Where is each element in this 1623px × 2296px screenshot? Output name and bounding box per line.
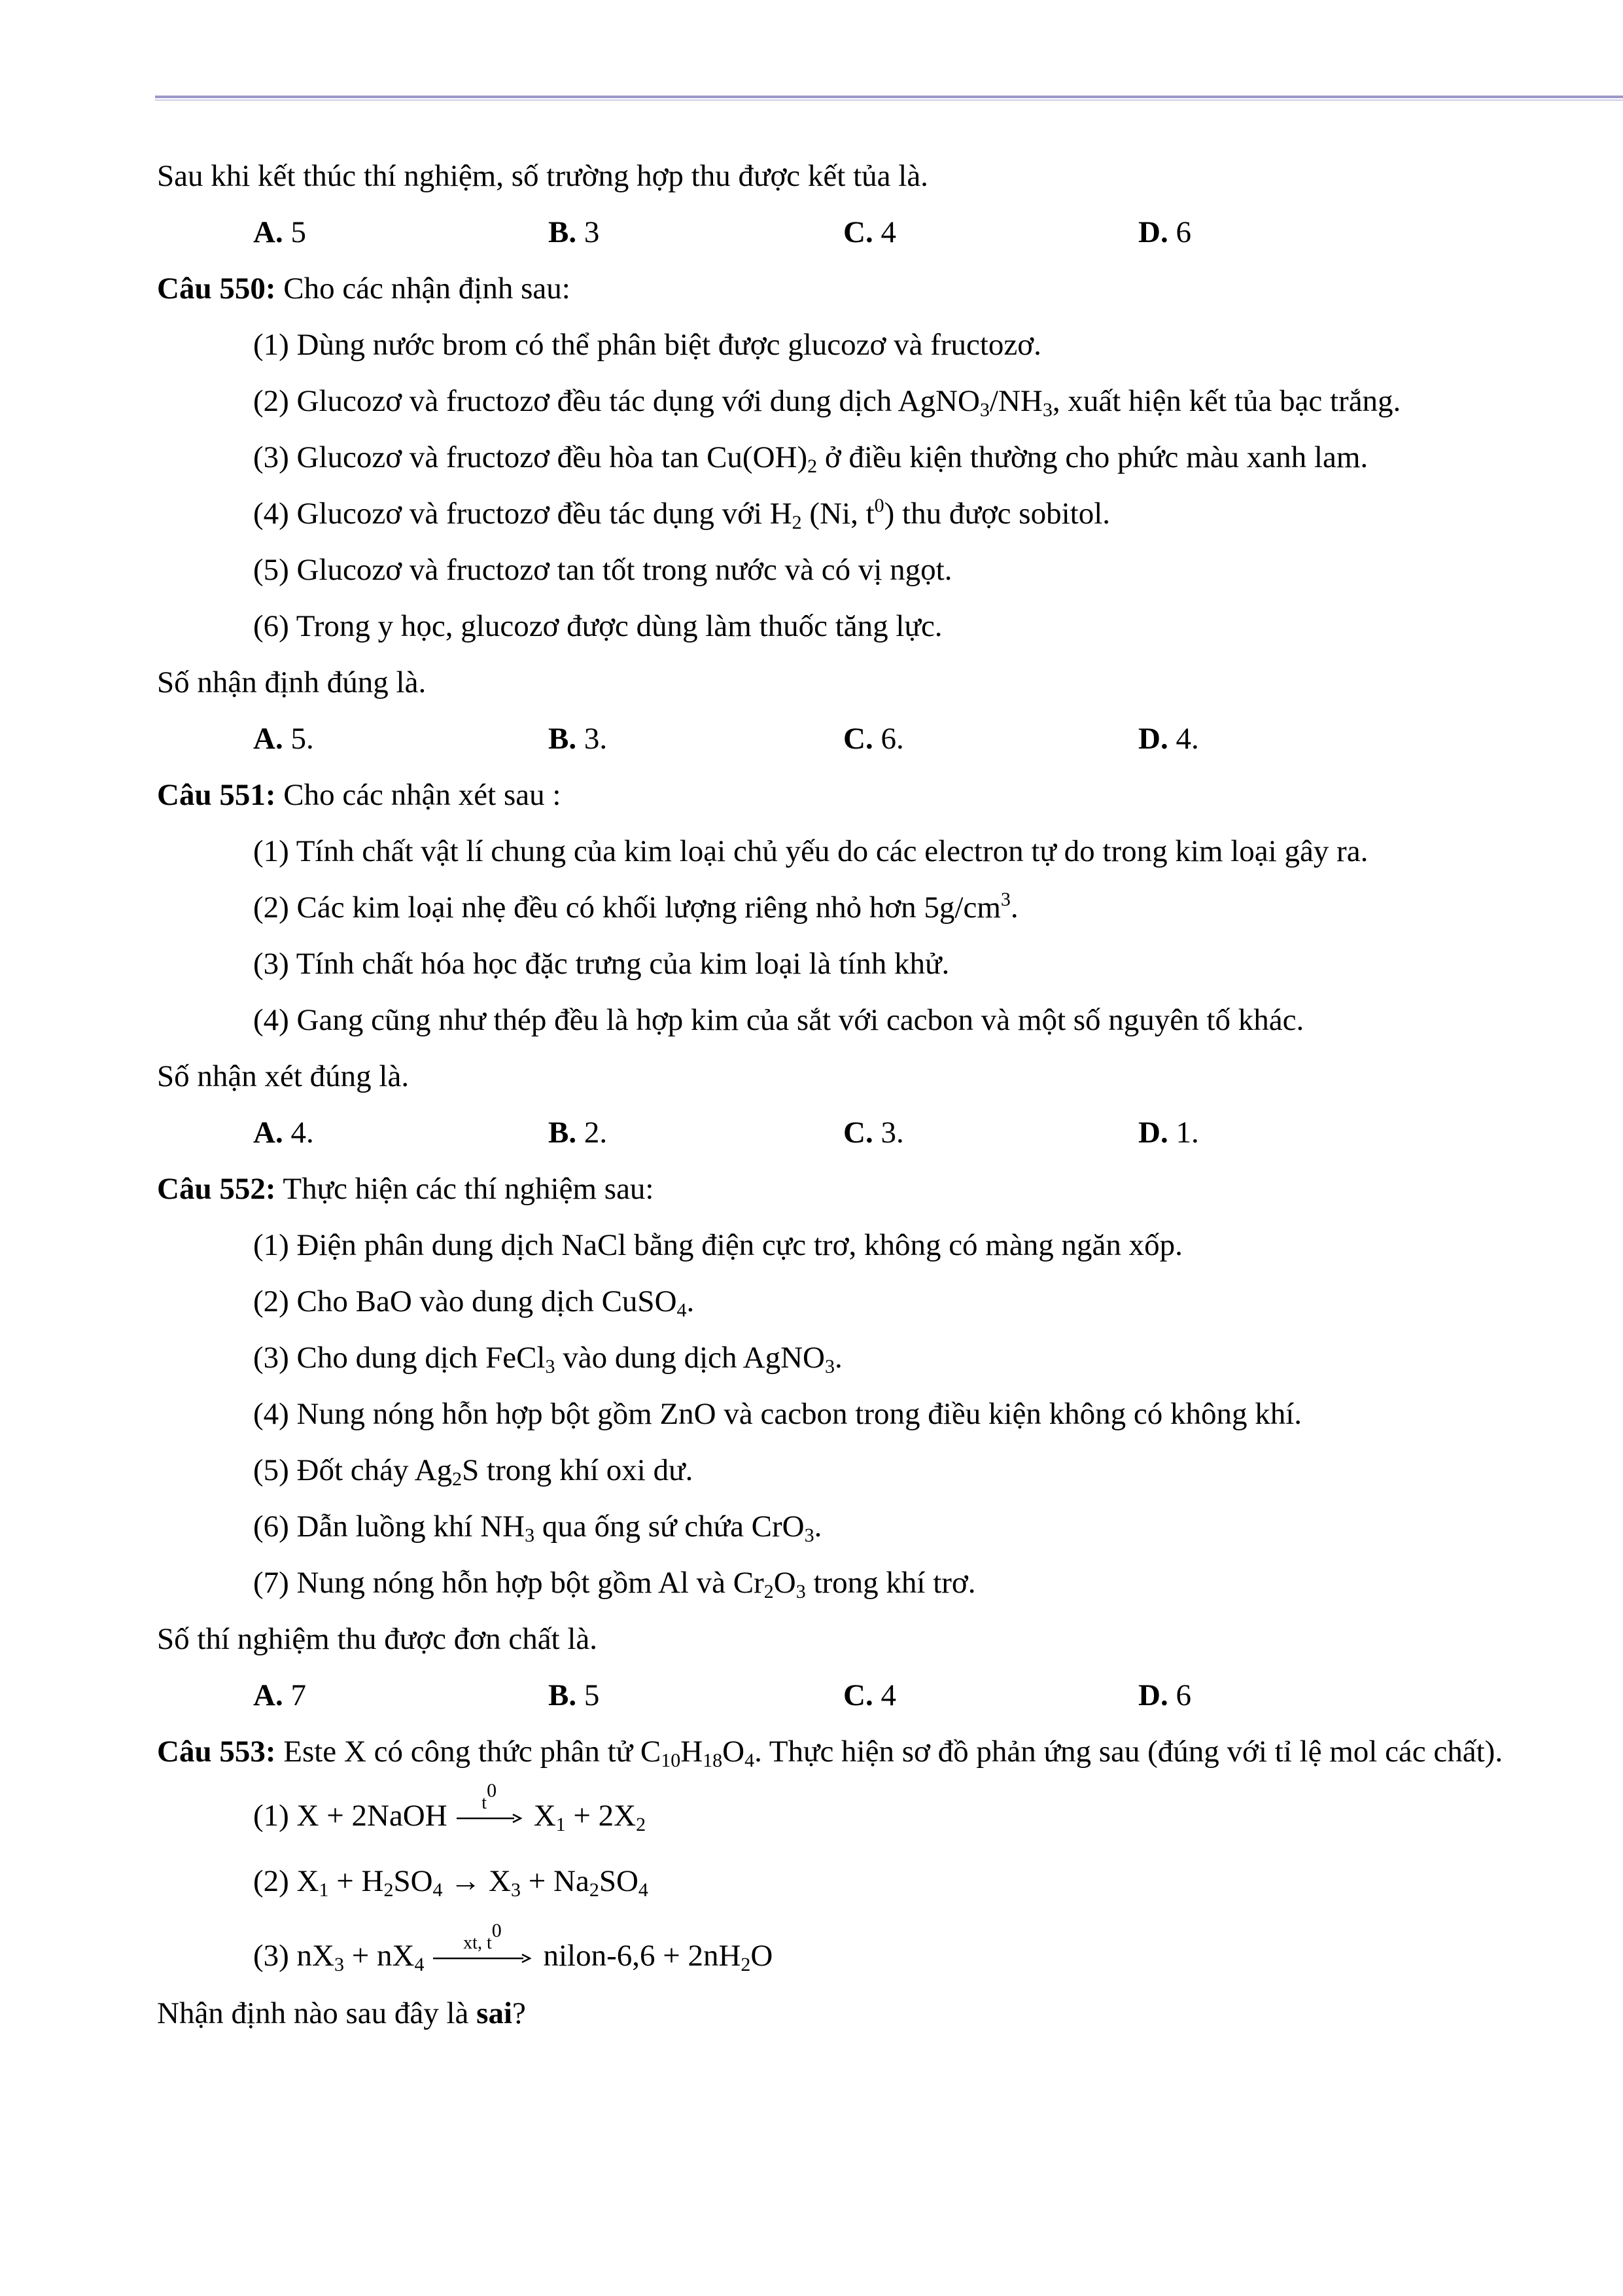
option-d: D. 6 [1138,215,1191,249]
question-550-stem: Câu 550: Cho các nhận định sau: [157,272,570,306]
option-d: D. 4. [1138,722,1199,756]
reaction-equation-2: (2) $X_1 + H_2SO_4 \to X_3 + Na_2SO_4$ [253,1864,648,1901]
intro-line: Sau khi kết thúc thí nghiệm, số trường hợp thu được kết tủa là. [157,159,928,193]
question-label: Câu 552: [157,1172,276,1206]
question-553-stem: Câu 553: Este X có công thức phân tử $C_{10}H_{18}O_4$. Thực hiện sơ đồ phản ứng sau (đúng với tỉ lệ mol các chất). [157,1735,1503,1771]
option-d: D. 6 [1138,1678,1191,1712]
header-rule-shadow [155,99,1623,101]
statement: (2) Các kim loại nhẹ đều có khối lượng riêng nhỏ hơn $5g/cm^3$. [253,889,1019,925]
statement: (6) Dẫn luồng khí $NH_3$ qua ống sứ chứa CrO$_3$. [253,1510,822,1546]
statement: (4) Gang cũng như thép đều là hợp kim của sắt với cacbon và một số nguyên tố khác. [253,1003,1304,1037]
statement: (3) Glucozơ và fructozơ đều hòa $\tan Cu(OH)_2$ ở điều kiện thường cho phức màu xanh lam. [253,440,1369,477]
statement: (1) Tính chất vật lí chung của kim loại chủ yếu do các electron tự do trong kim loại gây ra. [253,834,1369,868]
statement: (3) Tính chất hóa học đặc trưng của kim loại là tính khử. [253,947,950,981]
option-b: B. 3 [548,215,600,249]
question-prompt: Số thí nghiệm thu được đơn chất là. [157,1622,598,1656]
answer-options [157,1104,1518,1161]
statement: (1) Dùng nước brom có thể phân biệt được glucozơ và fructozơ. [253,328,1041,362]
option-d: D. 1. [1138,1116,1199,1150]
reaction-equation-1: (1) X + 2NaOH $t^0$ $X_1 + 2X_2$ [253,1780,646,1835]
reaction-arrow: $t^0$ [457,1813,522,1824]
question-label: Câu 551: [157,778,276,812]
option-c: C. 4 [843,215,896,249]
option-a: A. 4. [253,1116,314,1150]
intro-options [157,204,1518,260]
header-rule [155,96,1623,98]
answer-options [157,711,1518,767]
option-b: B. 2. [548,1116,608,1150]
statement: (7) Nung nóng hỗn hợp bột gồm Al và $Cr_2O_3$ trong khí trơ. [253,1566,976,1602]
reaction-arrow: → [450,1864,481,1898]
option-a: A. 5. [253,722,314,756]
reaction-arrow: xt, $t^0$ [433,1953,531,1964]
statement: (4) Nung nóng hỗn hợp bột gồm ZnO và cacbon trong điều kiện không có không khí. [253,1397,1302,1431]
question-label: Câu 550: [157,272,276,306]
question-label: Câu 553: [157,1735,276,1769]
question-prompt: Số nhận xét đúng là. [157,1059,410,1093]
reaction-equation-3: (3) $nX_3 + nX_4$ xt, $t^0$ nilon-6,6 + $2nH_2O$ [253,1920,773,1975]
statement: (4) Glucozơ và fructozơ đều tác dụng với $H_2$ (Ni, $t^0$) thu được sobitol. [253,495,1111,533]
question-prompt: Nhận định nào sau đây là sai? [157,1996,526,2030]
statement: (6) Trong y học, glucozơ được dùng làm thuốc tăng lực. [253,609,943,643]
option-b: B. 5 [548,1678,600,1712]
statement: (5) Đốt cháy $Ag_2S$ trong khí oxi dư. [253,1453,693,1490]
option-c: C. 6. [843,722,904,756]
statement: (3) Cho dung dịch FeCl$_3$ vào dung dịch AgNO$_3$. [253,1341,843,1377]
option-c: C. 3. [843,1116,904,1150]
statement: (2) Glucozơ và fructozơ đều tác dụng với dung dịch $AgNO_3/NH_3$, xuất hiện kết tủa bạc trắng. [253,384,1401,421]
question-prompt: Số nhận định đúng là. [157,665,427,699]
statement: (2) Cho BaO vào dung dịch CuSO$_4$. [253,1284,695,1321]
option-b: B. 3. [548,722,608,756]
option-c: C. 4 [843,1678,896,1712]
answer-options [157,1667,1518,1723]
page-content [157,148,1518,2041]
question-552-stem: Câu 552: Thực hiện các thí nghiệm sau: [157,1172,654,1206]
statement: (5) Glucozơ và fructozơ tan tốt trong nước và có vị ngọt. [253,553,952,587]
statement: (1) Điện phân dung dịch NaCl bằng điện cực trơ, không có màng ngăn xốp. [253,1228,1183,1262]
question-551-stem: Câu 551: Cho các nhận xét sau : [157,778,561,812]
option-a: A. 7 [253,1678,306,1712]
option-a: A. 5 [253,215,306,249]
